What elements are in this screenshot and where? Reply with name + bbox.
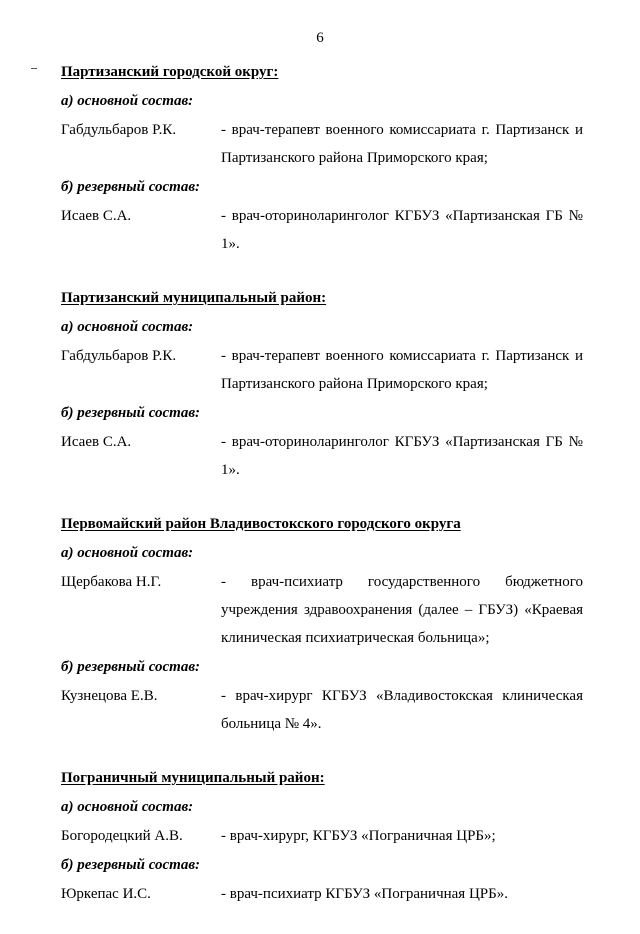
person-position: - врач-хирург КГБУЗ «Владивостокская клиническая больница № 4». <box>221 688 583 732</box>
page-number: 6 <box>316 30 324 46</box>
person-name: Габдульбаров Р.К. <box>61 348 177 364</box>
section-heading: Пограничный муниципальный район: <box>61 770 325 786</box>
reserve-staff-label: б) резервный состав: <box>61 405 201 421</box>
margin-mark <box>31 68 37 69</box>
reserve-staff-entry <box>61 682 583 738</box>
person-position: - врач-хирург, КГБУЗ «Пограничная ЦРБ»; <box>221 828 496 844</box>
reserve-staff-label: б) резервный состав: <box>61 659 201 675</box>
document-body <box>61 58 583 934</box>
main-staff-label: а) основной состав: <box>61 319 194 335</box>
reserve-staff-entry <box>61 880 583 908</box>
section-partizansk-city <box>61 58 583 258</box>
section-pogranichny <box>61 764 583 908</box>
reserve-staff-entry <box>61 428 583 484</box>
person-name: Богородецкий А.В. <box>61 828 183 844</box>
person-position: - врач-оториноларинголог КГБУЗ «Партизанская ГБ № 1». <box>221 208 583 252</box>
person-name: Исаев С.А. <box>61 208 132 224</box>
person-position: - врач-терапевт военного комиссариата г. Партизанск и Партизанского района Приморского края; <box>221 348 583 392</box>
person-name: Юркепас И.С. <box>61 886 151 902</box>
person-position: - врач-оториноларинголог КГБУЗ «Партизанская ГБ № 1». <box>221 434 583 478</box>
main-staff-label: а) основной состав: <box>61 799 194 815</box>
person-name: Габдульбаров Р.К. <box>61 122 177 138</box>
main-staff-entry <box>61 822 583 850</box>
main-staff-label: а) основной состав: <box>61 545 194 561</box>
reserve-staff-entry <box>61 202 583 258</box>
reserve-staff-label: б) резервный состав: <box>61 179 201 195</box>
person-position: - врач-психиатр государственного бюджетного учреждения здравоохранения (далее – ГБУЗ) «Краевая клиническая психиатрическая больница»; <box>221 574 583 646</box>
section-partizansk-district <box>61 284 583 484</box>
person-name: Щербакова Н.Г. <box>61 574 162 590</box>
section-pervomaysky <box>61 510 583 738</box>
main-staff-entry <box>61 568 583 652</box>
person-name: Кузнецова Е.В. <box>61 688 158 704</box>
reserve-staff-label: б) резервный состав: <box>61 857 201 873</box>
person-position: - врач-психиатр КГБУЗ «Пограничная ЦРБ». <box>221 886 508 902</box>
section-heading: Партизанский муниципальный район: <box>61 290 327 306</box>
person-name: Исаев С.А. <box>61 434 132 450</box>
section-heading: Партизанский городской округ: <box>61 64 279 80</box>
main-staff-entry <box>61 342 583 398</box>
section-heading: Первомайский район Владивостокского городского округа <box>61 516 461 532</box>
main-staff-entry <box>61 116 583 172</box>
main-staff-label: а) основной состав: <box>61 93 194 109</box>
person-position: - врач-терапевт военного комиссариата г. Партизанск и Партизанского района Приморского края; <box>221 122 583 166</box>
